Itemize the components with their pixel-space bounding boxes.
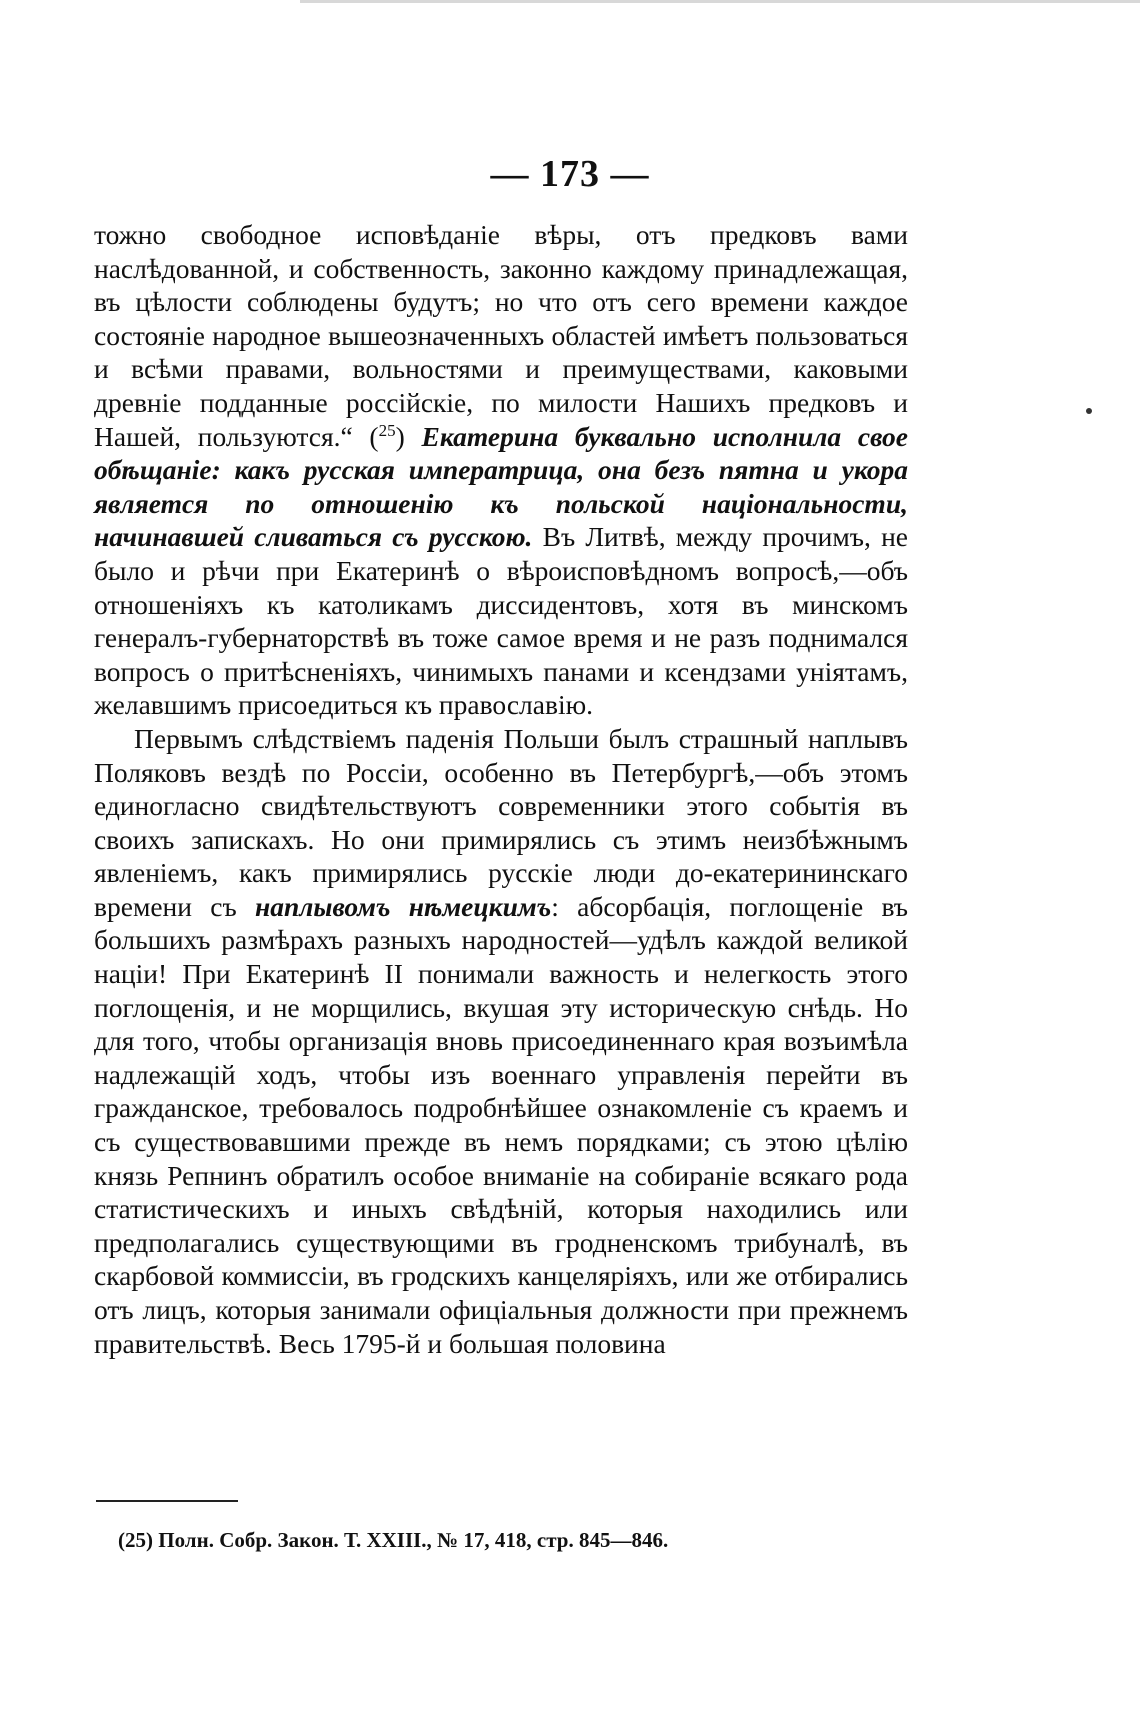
page-number: — 173 — — [490, 153, 650, 195]
paragraph-1-italic: Екатерина буквально исполнила свое обѣщаніе: какъ русская императрица, она безъ пятна и укора является по отношенію къ польской національности, начинавшей сливаться съ русскою. — [94, 420, 908, 553]
paragraph-2 — [94, 722, 908, 1360]
footnote-separator — [96, 1500, 238, 1502]
paragraph-1 — [94, 218, 908, 722]
footnote-ref: (25) — [118, 1528, 153, 1552]
paragraph-2-text-b: : абсорбація, поглощеніе въ большихъ размѣрахъ разныхъ народностей—удѣлъ каждой великой націи! При Екатеринѣ II понимали важность и нелегкость этого поглощенія, и не морщились, вкушая эту историческую снѣдь. Но для того, чтобы организація вновь присоединеннаго края возъимѣла надлежащій ходъ, чтобы изъ военнаго управленія перейти въ гражданское, требовалось подробнѣйшее ознакомленіе съ краемъ и съ существовавшими прежде въ немъ порядками; съ этою цѣлію князь Репнинъ обратилъ особое вниманіе на собираніе всякаго рода статистическихъ и иныхъ свѣдѣній, которыя находились или предполагались существующими въ гродненскомъ трибуналѣ, въ скарбовой коммиссіи, въ гродскихъ канцеляріяхъ, или же отбирались отъ лицъ, которыя занимали офиціальныя должности при прежнемъ правительствѣ. Весь 1795-й и большая половина — [94, 890, 908, 1359]
paragraph-2-text-a: Первымъ слѣдствіемъ паденія Польши былъ страшный наплывъ Поляковъ вездѣ по Россіи, особенно въ Петербургѣ,—объ этомъ единогласно свидѣтельствуютъ современники этого событія въ своихъ запискахъ. Но они примирялись съ этимъ неизбѣжнымъ явленіемъ, какъ примирялись русскіе люди до-екатерининскаго времени съ — [94, 722, 908, 922]
top-edge-rule — [300, 0, 1140, 3]
footnote — [118, 1526, 908, 1554]
scan-speck — [1086, 408, 1092, 414]
paragraph-1-text-b: ) — [395, 420, 422, 452]
footnote-reference: 25 — [378, 420, 396, 440]
paragraph-1-text-c: Въ Литвѣ, между прочимъ, не было и рѣчи при Екатеринѣ о вѣроисповѣдномъ вопросѣ,—объ отношеніяхъ къ католикамъ диссидентовъ, хотя въ минскомъ генералъ-губернаторствѣ въ тоже самое время и не разъ поднимался вопросъ о притѣсненіяхъ, чинимыхъ панами и ксендзами уніятамъ, желавшимъ присоедиться къ православію. — [94, 521, 908, 721]
footnote-text: Полн. Собр. Закон. Т. XXIII., № 17, 418, стр. 845—846. — [158, 1528, 669, 1552]
paragraph-1-text-a: тожно свободное исповѣданіе вѣры, отъ предковъ вами наслѣдованной, и собственность, законно каждому принадлежащая, въ цѣлости соблюдены будутъ; но что отъ сего времени каждое состояніе народное вышеозначенныхъ областей имѣетъ пользоваться и всѣми правами, вольностями и преимуществами, каковыми древніе подданные россійскіе, по милости Нашихъ предковъ и Нашей, пользуются.“ ( — [94, 219, 908, 452]
paragraph-2-italic: наплывомъ нѣмецкимъ — [254, 890, 552, 922]
body-text — [94, 218, 908, 1360]
